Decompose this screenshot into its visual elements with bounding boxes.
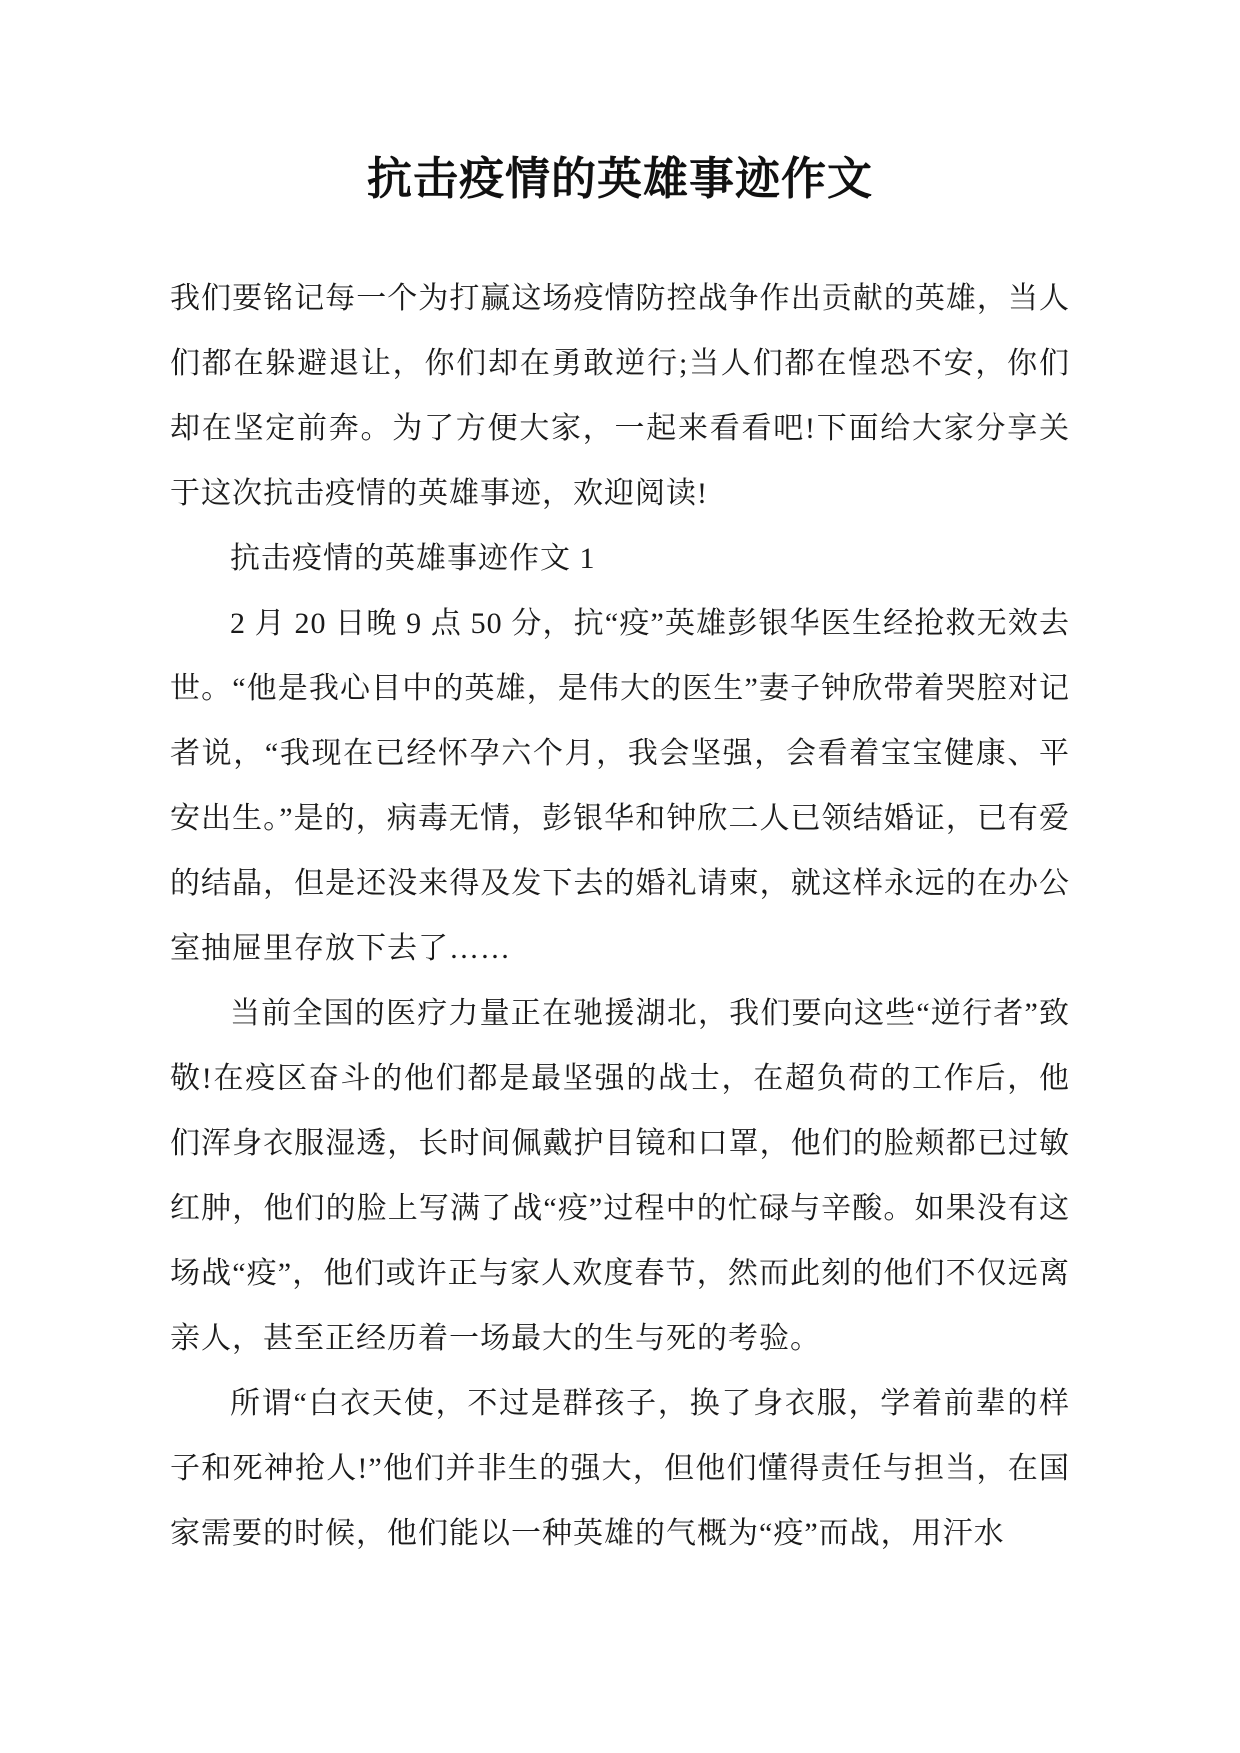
document-body	[170, 266, 1070, 1566]
paragraph-medical-forces: 当前全国的医疗力量正在驰援湖北，我们要向这些“逆行者”致敬!在疫区奋斗的他们都是最坚强的战士，在超负荷的工作后，他们浑身衣服湿透，长时间佩戴护目镜和口罩，他们的脸颊都已过敏红肿，他们的脸上写满了战“疫”过程中的忙碌与辛酸。如果没有这场战“疫”，他们或许正与家人欢度春节，然而此刻的他们不仅远离亲人，甚至正经历着一场最大的生与死的考验。	[170, 997, 1070, 1355]
section-heading: 抗击疫情的英雄事迹作文 1	[230, 542, 596, 575]
paragraph-angels-in-white: 所谓“白衣天使，不过是群孩子，换了身衣服，学着前辈的样子和死神抢人!”他们并非生的强大，但他们懂得责任与担当，在国家需要的时候，他们能以一种英雄的气概为“疫”而战，用汗水	[170, 1387, 1070, 1550]
document-title: 抗击疫情的英雄事迹作文	[366, 154, 873, 204]
intro-paragraph: 我们要铭记每一个为打赢这场疫情防控战争作出贡献的英雄，当人们都在躲避退让，你们却在勇敢逆行;当人们都在惶恐不安，你们却在坚定前奔。为了方便大家，一起来看看吧!下面给大家分享关于这次抗击疫情的英雄事迹，欢迎阅读!	[170, 282, 1070, 510]
paragraph-peng-yinhua: 2 月 20 日晚 9 点 50 分，抗“疫”英雄彭银华医生经抢救无效去世。“他是我心目中的英雄，是伟大的医生”妻子钟欣带着哭腔对记者说，“我现在已经怀孕六个月，我会坚强，会看着宝宝健康、平安出生。”是的，病毒无情，彭银华和钟欣二人已领结婚证，已有爱的结晶，但是还没来得及发下去的婚礼请柬，就这样永远的在办公室抽屉里存放下去了……	[170, 607, 1070, 965]
